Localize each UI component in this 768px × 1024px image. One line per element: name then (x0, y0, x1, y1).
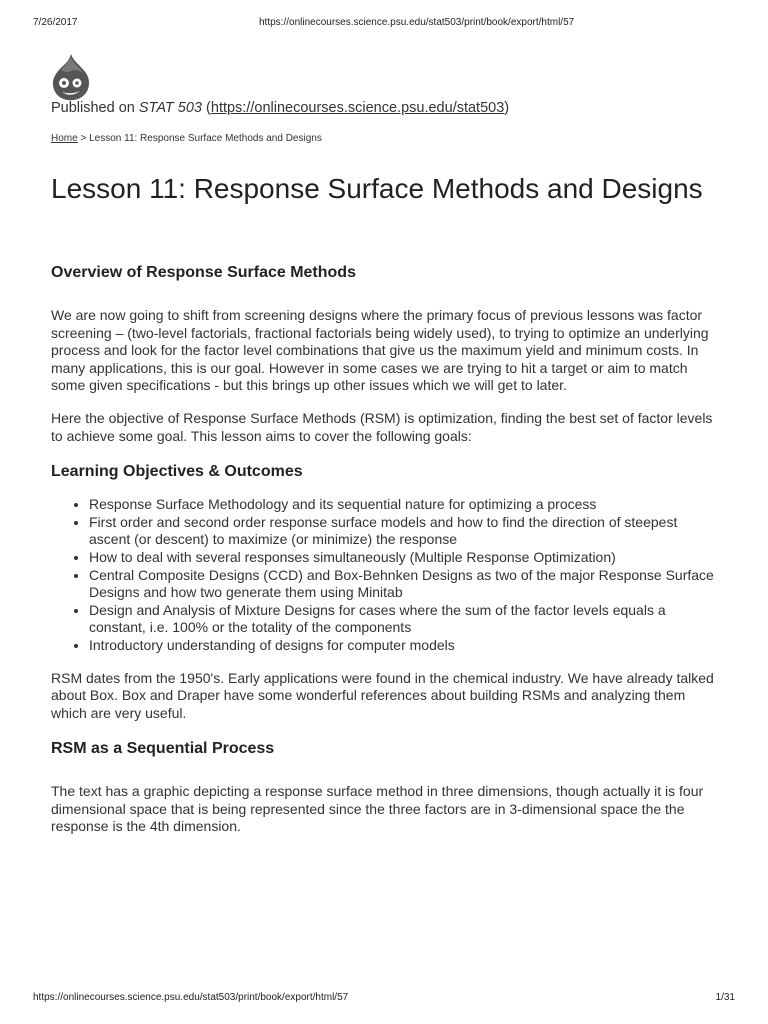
print-header (33, 17, 735, 31)
list-item: • Introductory understanding of designs for computer models (89, 637, 721, 655)
sequential-heading: RSM as a Sequential Process (51, 740, 275, 758)
published-line (51, 100, 509, 116)
breadcrumb (51, 133, 322, 144)
list-item: • First order and second order response surface models and how to find the direction of steepest ascent (or descent) to maximize (or minimize) the response (89, 514, 721, 549)
published-prefix: Published on (51, 100, 139, 116)
print-date: 7/26/2017 (33, 17, 78, 28)
overview-heading: Overview of Response Surface Methods (51, 264, 356, 281)
page-number: 1/31 (715, 992, 735, 1003)
rsm-history-paragraph: RSM dates from the 1950's. Early applications were found in the chemical industry. We have already talked about Box. Box and Draper have some wonderful references about building RSMs and analyzing them which are very useful. (51, 669, 714, 721)
published-close-paren: ) (504, 100, 510, 116)
article-content (51, 263, 721, 836)
drupal-drop-icon[interactable] (51, 53, 91, 101)
list-item: • How to deal with several responses simultaneously (Multiple Response Optimization) (89, 549, 721, 567)
print-url: https://onlinecourses.science.psu.edu/stat503/print/book/export/html/57 (259, 17, 575, 28)
published-open-paren: ( (202, 100, 211, 116)
list-item: • Response Surface Methodology and its sequential nature for optimizing a process (89, 496, 721, 514)
footer-url: https://onlinecourses.science.psu.edu/stat503/print/book/export/html/57 (33, 992, 349, 1003)
overview-paragraph-1: We are now going to shift from screening designs where the primary focus of previous lessons was factor screening – (two-level factorials, fractional factorials being widely used), to trying to optimize an underlying process and look for the factor level combinations that give us the maximum yield and minimum costs. In many applications, this is our goal. However in some cases we are trying to hit a target or aim to match some given specifications - but this brings up other issues which we will get to later. (51, 307, 709, 394)
breadcrumb-home-link[interactable]: Home (51, 133, 78, 144)
breadcrumb-current: Lesson 11: Response Surface Methods and Designs (89, 133, 322, 144)
site-link[interactable]: https://onlinecourses.science.psu.edu/stat503 (210, 100, 505, 116)
overview-paragraph-2: Here the objective of Response Surface Methods (RSM) is optimization, finding the best set of factor levels to achieve some goal. This lesson aims to cover the following goals: (51, 409, 713, 444)
objectives-heading: Learning Objectives & Outcomes (51, 463, 303, 481)
breadcrumb-separator: > (77, 133, 90, 144)
print-footer (33, 992, 735, 1006)
list-item: • Central Composite Designs (CCD) and Box-Behnken Designs as two of the major Response Surface Designs and how two generate them using Minitab (89, 567, 721, 602)
list-item: • Design and Analysis of Mixture Designs for cases where the sum of the factor levels equals a constant, i.e. 100% or the totality of the components (89, 602, 721, 637)
page-title: Lesson 11: Response Surface Methods and Designs (51, 173, 703, 204)
site-name: STAT 503 (138, 100, 203, 116)
sequential-paragraph-1: The text has a graphic depicting a response surface method in three dimensions, though actually it is four dimensional space that is being represented since the three factors are in 3-dimensional space the the response is the 4th dimension. (51, 783, 704, 835)
objectives-list (51, 496, 721, 654)
